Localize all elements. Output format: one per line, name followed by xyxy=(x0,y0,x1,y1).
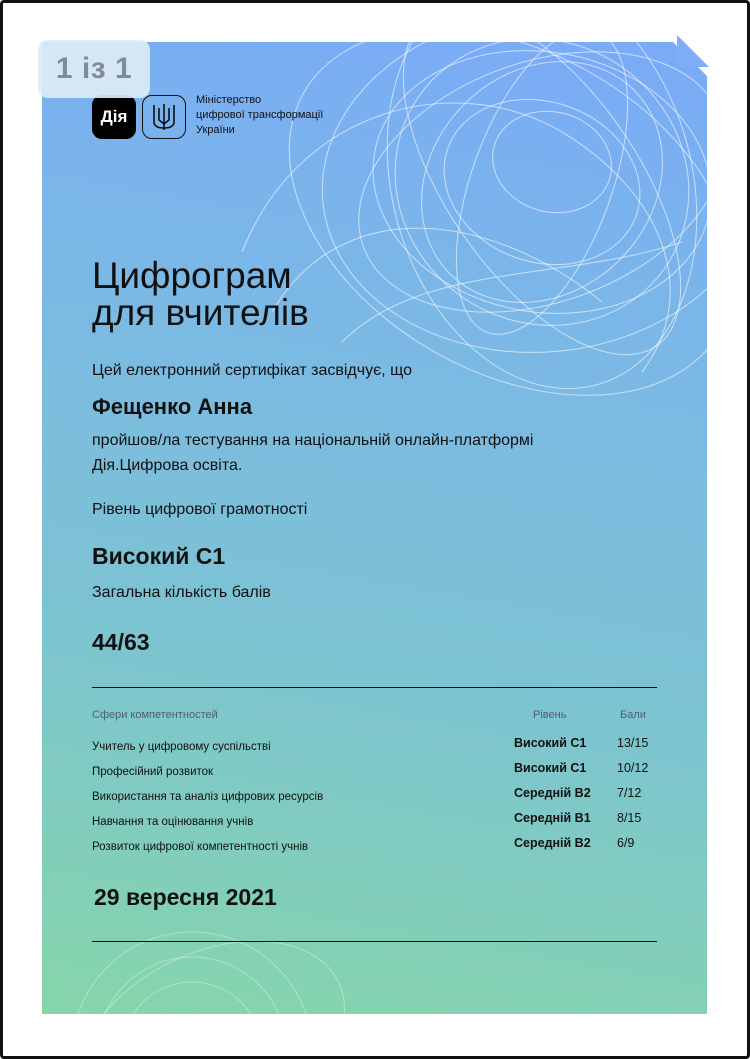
score-value: 44/63 xyxy=(92,629,150,655)
column-header-level: Рівень xyxy=(533,709,567,721)
decorative-swirl-bottom xyxy=(42,42,707,1014)
row-level: Високий С1 xyxy=(514,761,587,775)
column-header-points: Бали xyxy=(620,709,646,721)
passed-text-line-2: Дія.Цифрова освіта. xyxy=(92,457,243,474)
score-heading: Загальна кількість балів xyxy=(92,584,271,601)
column-header-sphere: Сфери компетентностей xyxy=(92,709,218,721)
divider-top xyxy=(92,687,657,688)
row-sphere: Професійний розвиток xyxy=(92,766,214,778)
title-line-1: Цифрограм xyxy=(92,255,292,296)
page-indicator: 1 із 1 xyxy=(38,40,150,98)
row-sphere: Учитель у цифровому суспільстві xyxy=(92,741,271,753)
level-value: Високий С1 xyxy=(92,543,226,569)
intro-text: Цей електронний сертифікат засвідчує, що xyxy=(92,362,413,379)
row-sphere: Навчання та оцінювання учнів xyxy=(92,816,254,828)
row-sphere: Використання та аналіз цифрових ресурсів xyxy=(92,791,324,803)
row-level: Середній В2 xyxy=(514,786,591,800)
row-points: 10/12 xyxy=(617,761,649,775)
row-points: 6/9 xyxy=(617,836,635,850)
passed-text-line-1: пройшов/ла тестування на національній онлайн-платформі xyxy=(92,432,534,449)
person-name: Фещенко Анна xyxy=(92,394,253,419)
dia-logo: Дія xyxy=(92,95,136,139)
trident-icon xyxy=(142,95,186,139)
title-line-2: для вчителів xyxy=(92,292,309,333)
divider-bottom xyxy=(92,941,657,942)
row-level: Середній В2 xyxy=(514,836,591,850)
ministry-name: Міністерство цифрової трансформації України xyxy=(196,94,324,136)
page-fold-icon xyxy=(677,35,709,67)
certificate-title xyxy=(92,257,309,331)
certificate-date: 29 вересня 2021 xyxy=(94,884,277,910)
row-points: 7/12 xyxy=(617,786,642,800)
row-level: Високий С1 xyxy=(514,736,587,750)
row-points: 8/15 xyxy=(617,811,642,825)
row-points: 13/15 xyxy=(617,736,649,750)
row-level: Середній В1 xyxy=(514,811,591,825)
row-sphere: Розвиток цифрової компетентності учнів xyxy=(92,841,309,853)
level-heading: Рівень цифрової грамотності xyxy=(92,501,308,518)
certificate xyxy=(42,42,707,1014)
